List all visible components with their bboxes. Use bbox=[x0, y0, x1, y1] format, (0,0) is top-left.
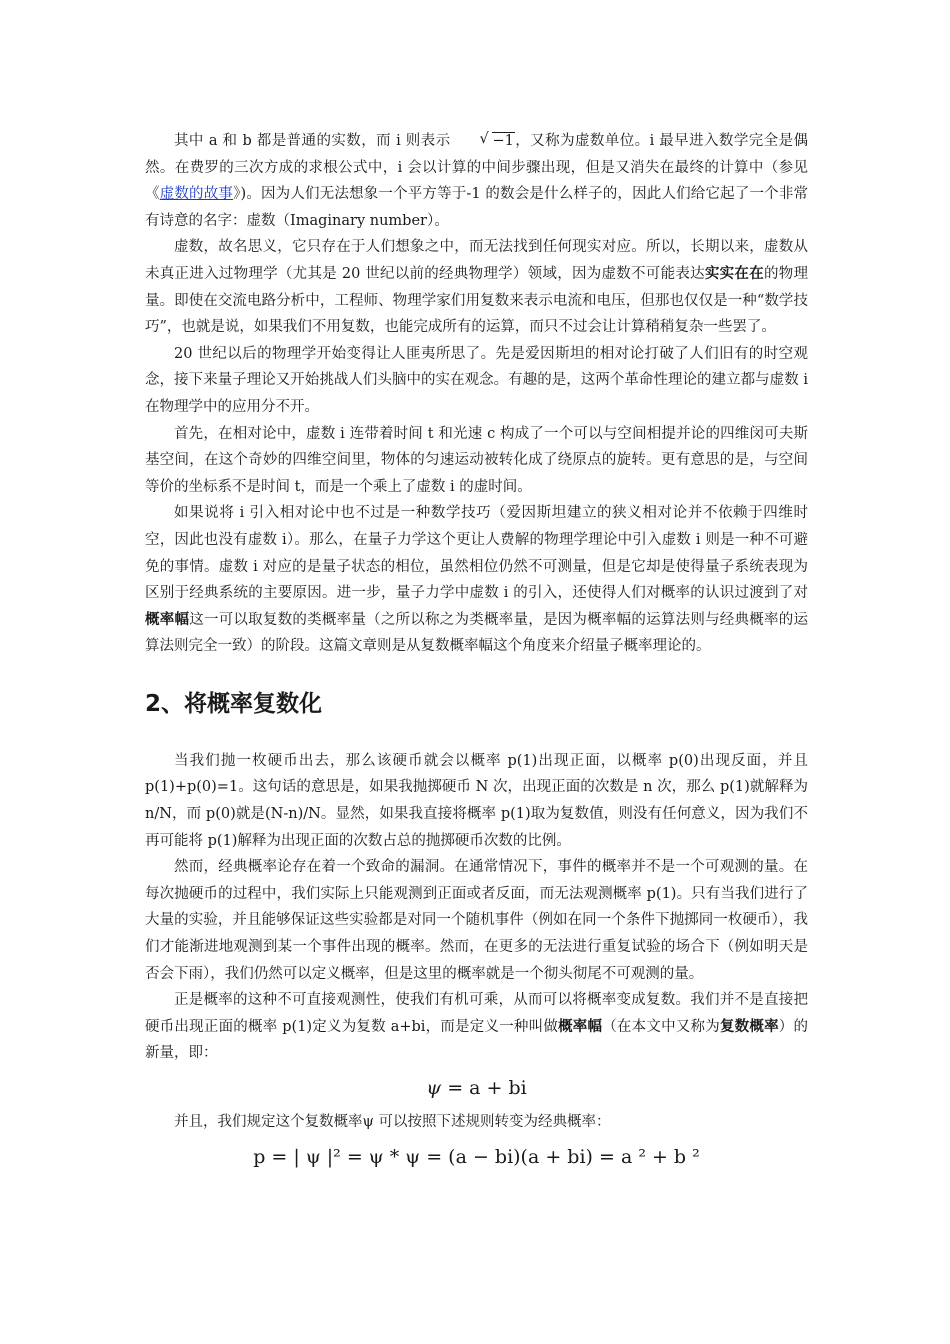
paragraph-coin-toss: 当我们抛一枚硬币出去，那么该硬币就会以概率 p(1)出现正面，以概率 p(0)出现反面，并且 p(1)+p(0)=1。这句话的意思是，如果我抛掷硬币 N 次，出现正面的次数是 n 次，那么 p(1)就解释为 n/N，而 p(0)就是(N-n)/N。显然，如果我直接将概率 p(1)取为复数值，则没有任何意义，因为我们不再可能将 p(1)解释为出现正面的次数占总的抛掷硬币次数的比例。 bbox=[145, 752, 808, 849]
story-of-imaginary-link[interactable]: 虚数的故事 bbox=[159, 186, 234, 203]
section-heading: 2、将概率复数化 bbox=[145, 690, 323, 717]
paragraph-imaginary-meaning bbox=[145, 234, 808, 340]
p2-bold: 实实在在 bbox=[704, 264, 764, 282]
p8-text-b: （在本文中又称为 bbox=[602, 1018, 720, 1035]
p8-text-c: ）的新量，即： bbox=[145, 1018, 809, 1062]
paragraph-quantum bbox=[145, 500, 808, 660]
formula-psi-symbol: ψ bbox=[426, 1077, 442, 1099]
p8-text-a: 正是概率的这种不可直接观测性，使我们有机可乘，从而可以将概率变成复数。我们并不是直接把硬币出现正面的概率 p(1)定义为复数 a+bi，而是定义一种叫做 bbox=[145, 992, 808, 1035]
paragraph-complex-probability bbox=[145, 987, 808, 1067]
formula-psi-rest: = a + bi bbox=[441, 1077, 527, 1099]
p5-text-a: 如果说将 i 引入相对论中也不过是一种数学技巧（爱因斯坦建立的狭义相对论并不依赖于四维时空，因此也没有虚数 i）。那么，在量子力学这个更让人费解的物理学理论中引入虚数 i 则是一种不可避免的事情。虚数 i 对应的是量子状态的相位，虽然相位仍然不可测量，但是它却是使得量子系统表现为区别于经典系统的主要原因。进一步，量子力学中虚数 i 的引入，还使得人们对概率的认识过渡到了对 bbox=[145, 505, 808, 602]
p1-text-a: 其中 a 和 b 都是普通的实数，而 i 则表示 bbox=[174, 133, 451, 149]
paragraph-imaginary-unit bbox=[145, 128, 808, 234]
formula-probability: p = | ψ |² = ψ * ψ = (a − bi)(a + bi) = a ² + b ² bbox=[253, 1145, 700, 1168]
sqrt-radicand: −1 bbox=[492, 133, 514, 149]
formula-psi bbox=[145, 1069, 808, 1107]
p5-bold: 概率幅 bbox=[145, 610, 190, 628]
p8-bold-1: 概率幅 bbox=[558, 1017, 603, 1035]
p8-bold-2: 复数概率 bbox=[719, 1017, 779, 1035]
p2-text-a: 虚数，故名思义，它只存在于人们想象之中，而无法找到任何现实对应。所以，长期以来，虚数从未真正进入过物理学（尤其是 20 世纪以前的经典物理学）领域，因为虚数不可能表达 bbox=[145, 239, 808, 282]
p2-text-b: 的物理量。即使在交流电路分析中，工程师、物理学家们用复数来表示电流和电压，但那也仅仅是一种“数学技巧”，也就是说，如果我们不用复数，也能完成所有的运算，而只不过会让计算稍稍复杂一些罢了。 bbox=[145, 265, 809, 336]
p5-text-b: 这一可以取复数的类概率量（之所以称之为类概率量，是因为概率幅的运算法则与经典概率的运算法则完全一致）的阶段。这篇文章则是从复数概率幅这个角度来介绍量子概率理论的。 bbox=[145, 611, 808, 655]
p1-text-b: ，又称为虚数单位。i 最早进入数学完全是偶然。在费罗的三次方成的求根公式中，i 会以计算的中间步骤出现，但是又消失在最终的计算中（参见《 bbox=[145, 133, 809, 203]
paragraph-20th-century: 20 世纪以后的物理学开始变得让人匪夷所思了。先是爱因斯坦的相对论打破了人们旧有的时空观念，接下来量子理论又开始挑战人们头脑中的实在观念。有趣的是，这两个革命性理论的建立都与虚数 i 在物理学中的应用分不开。 bbox=[145, 345, 808, 415]
paragraph-rule: 并且，我们规定这个复数概率ψ 可以按照下述规则转变为经典概率： bbox=[174, 1114, 611, 1130]
sqrt-formula: √ −1 bbox=[479, 131, 514, 149]
p1-text-c: 》)。因为人们无法想象一个平方等于-1 的数会是什么样子的，因此人们给它起了一个非常有诗意的名字：虚数（Imaginary number）。 bbox=[145, 186, 809, 229]
paragraph-classical-flaw: 然而，经典概率论存在着一个致命的漏洞。在通常情况下，事件的概率并不是一个可观测的量。在每次抛硬币的过程中，我们实际上只能观测到正面或者反面，而无法观测概率 p(1)。只有当我们进行了大量的实验，并且能够保证这些实验都是对同一个随机事件（例如在同一个条件下抛掷同一枚硬币），我们才能渐进地观测到某一个事件出现的概率。然而，在更多的无法进行重复试验的场合下（例如明天是否会下雨），我们仍然可以定义概率，但是这里的概率就是一个彻头彻尾不可观测的量。 bbox=[145, 859, 808, 982]
paragraph-relativity: 首先，在相对论中，虚数 i 连带着时间 t 和光速 c 构成了一个可以与空间相提并论的四维闵可夫斯基空间，在这个奇妙的四维空间里，物体的匀速运动被转化成了绕原点的旋转。更有意思的是，与空间等价的坐标系不是时间 t，而是一个乘上了虚数 i 的虚时间。 bbox=[145, 425, 808, 495]
